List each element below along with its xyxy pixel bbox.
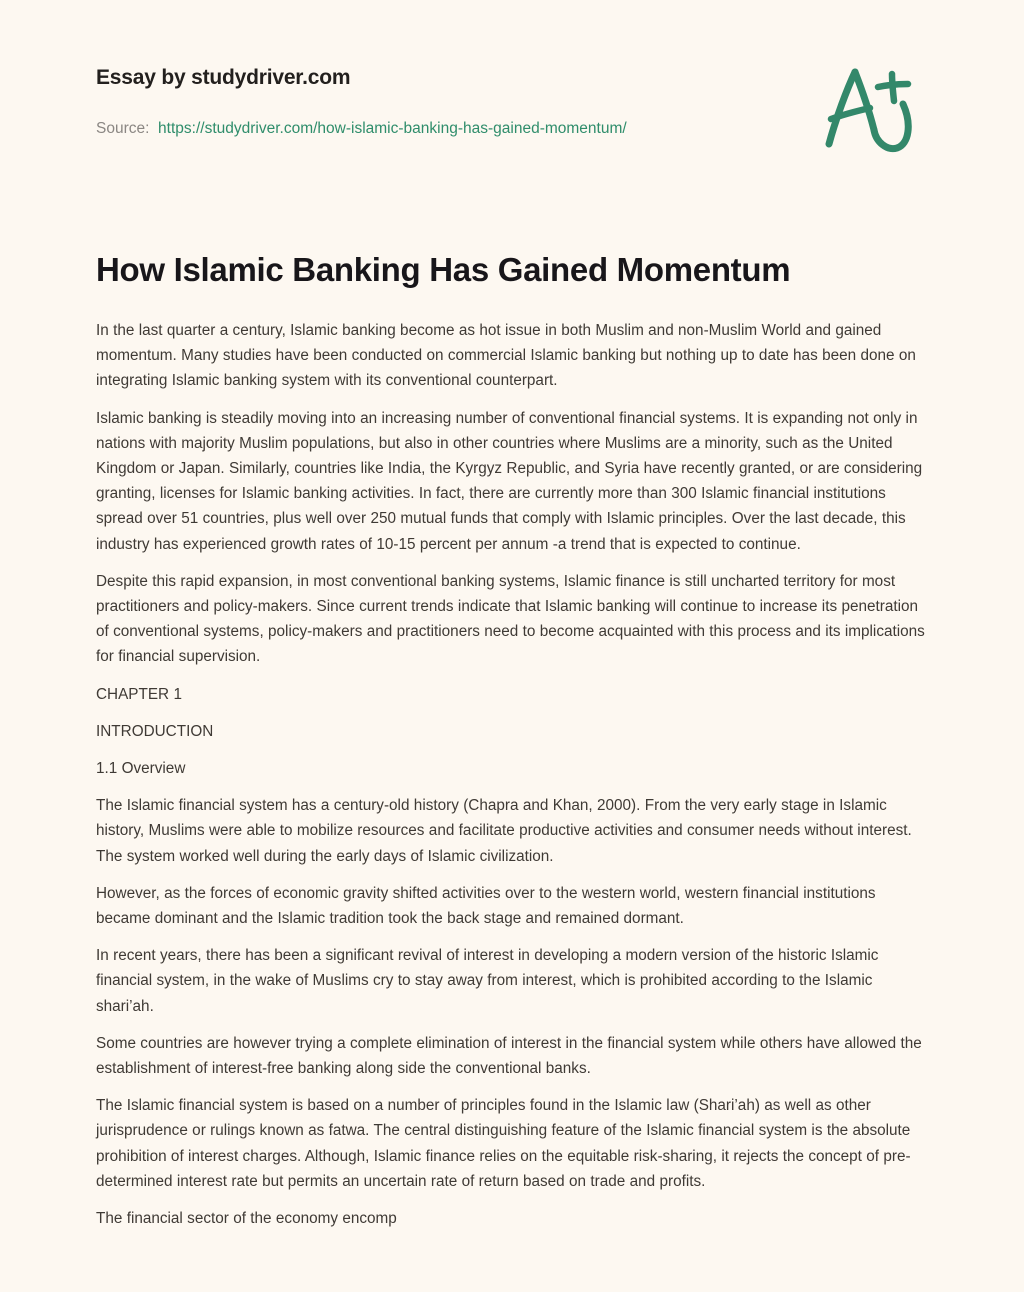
paragraph: In recent years, there has been a significant revival of interest in developing a modern version of the historic Islamic financial system, in the wake of Muslims cry to stay away from interest, which is prohibited according to the Islamic shari’ah. bbox=[96, 947, 879, 1015]
page-header bbox=[0, 0, 1024, 200]
article-body bbox=[96, 250, 932, 1243]
paragraph: The Islamic financial system has a century-old history (Chapra and Khan, 2000). From the very early stage in Islamic history, Muslims were able to mobilize resources and facilitate productive activities and consumer needs without interest. The system worked well during the early days of Islamic civilization. bbox=[96, 797, 912, 865]
paragraph-truncated: The financial sector of the economy encomp bbox=[96, 1210, 397, 1228]
source-label: Source: bbox=[96, 120, 150, 137]
paragraph: In the last quarter a century, Islamic banking become as hot issue in both Muslim and non-Muslim World and gained momentum. Many studies have been conducted on commercial Islamic banking but nothing up to date has been done on integrating Islamic banking system with its conventional counterpart. bbox=[96, 322, 916, 390]
source-line bbox=[96, 120, 627, 138]
paragraph: Despite this rapid expansion, in most conventional banking systems, Islamic finance is still uncharted territory for most practitioners and policy-makers. Since current trends indicate that Islamic banking will continue to increase its penetration of conventional systems, policy-makers and practitioners need to become acquainted with this process and its implications for financial supervision. bbox=[96, 572, 925, 666]
paragraph: Islamic banking is steadily moving into an increasing number of conventional financial systems. It is expanding not only in nations with majority Muslim populations, but also in other countries where Muslims are a minority, such as the United Kingdom or Japan. Similarly, countries like India, the Kyrgyz Republic, and Syria have recently granted, or are considering granting, licenses for Islamic banking activities. In fact, there are currently more than 300 Islamic financial institutions spread over 51 countries, plus well over 250 mutual funds that comply with Islamic principles. Over the last decade, this industry has experienced growth rates of 10-15 percent per annum -a trend that is expected to continue. bbox=[96, 409, 923, 553]
chapter-heading: CHAPTER 1 bbox=[96, 685, 182, 703]
studydriver-a-plus-logo bbox=[800, 56, 940, 166]
section-heading: INTRODUCTION bbox=[96, 722, 214, 740]
paragraph: Some countries are however trying a complete elimination of interest in the financial system while others have allowed the establishment of interest-free banking along side the conventional banks. bbox=[96, 1034, 922, 1078]
essay-byline: Essay by studydriver.com bbox=[96, 66, 351, 89]
paragraph: However, as the forces of economic gravity shifted activities over to the western world, western financial institutions became dominant and the Islamic tradition took the back stage and remained dormant. bbox=[96, 884, 876, 928]
source-url-link[interactable]: https://studydriver.com/how-islamic-banking-has-gained-momentum/ bbox=[158, 120, 627, 137]
paragraph: The Islamic financial system is based on a number of principles found in the Islamic law (Shari’ah) as well as other jurisprudence or rulings known as fatwa. The central distinguishing feature of the Islamic financial system is the absolute prohibition of interest charges. Although, Islamic finance relies on the equitable risk-sharing, it rejects the concept of pre-determined interest rate but permits an uncertain rate of return based on trade and profits. bbox=[96, 1097, 911, 1190]
page-title: How Islamic Banking Has Gained Momentum bbox=[96, 251, 791, 288]
subsection-heading: 1.1 Overview bbox=[96, 760, 186, 778]
